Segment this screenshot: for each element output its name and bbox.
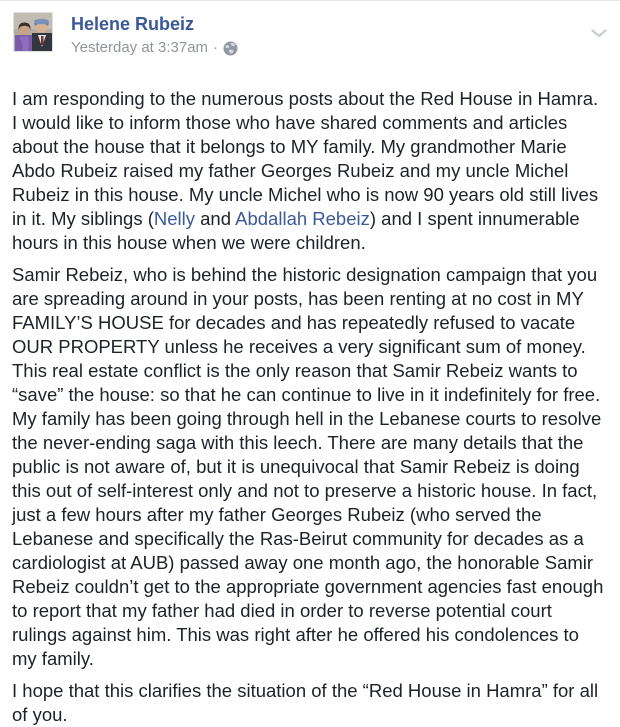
chevron-down-icon	[591, 29, 607, 38]
post-meta-row	[71, 39, 238, 56]
post-text-segment: I hope that this clarifies the situation of the “Red House in Hamra” for all of you.	[12, 680, 599, 725]
post-body	[12, 87, 608, 727]
post-paragraph	[12, 263, 608, 671]
post-text-segment: and	[195, 208, 236, 229]
post-text-segment: Samir Rebeiz, who is behind the historic designation campaign that you are spreading around in your posts, has been renting at no cost in MY FAMILY’S HOUSE for decades and has repeatedly refused to vacate OUR PROPERTY unless he receives a very significant sum of money. This real estate conflict is the only reason that Samir Rebeiz wants to “save” the house: so that he can continue to live in it indefinitely for free. My family has been going through hell in the Lebanese courts to resolve the never-ending saga with this leech. There are many details that the public is not aware of, but it is unequivocal that Samir Rebeiz is doing this out of self-interest only and not to preserve a historic house. In fact, just a few hours after my father Georges Rubeiz (who served the Lebanese and specifically the Ras-Beirut community for decades as a cardiologist at AUB) passed away one month ago, the honorable Samir Rebeiz couldn’t get to the appropriate government agencies fast enough to report that my father had died in order to reverse potential court rulings against him. This was right after he offered his condolences to my family.	[12, 264, 604, 669]
profile-link-nelly[interactable]: Nelly	[153, 208, 195, 229]
meta-separator: ·	[213, 39, 219, 56]
avatar[interactable]	[13, 12, 53, 52]
post-text-segment: I am responding to the numerous posts about the Red House in Hamra. I would like to inform those who have shared comments and articles about the house that it belongs to MY family. My grandmother Marie Abdo Rubeiz raised my father Georges Rubeiz and my uncle Michel Rubeiz in this house. My uncle Michel who is now 90 years old still lives in it. My siblings (	[12, 88, 599, 229]
profile-link-abdallah-rebeiz[interactable]: Abdallah Rebeiz	[235, 208, 370, 229]
post-header-text	[71, 12, 238, 56]
profile-photo	[14, 13, 53, 52]
post-paragraph	[12, 87, 608, 255]
post-text-segment: ) and I spent innumerable hours in this house when we were children.	[12, 208, 580, 253]
author-name-link[interactable]: Helene Rubeiz	[71, 14, 195, 34]
privacy-globe-icon	[223, 41, 238, 56]
timestamp[interactable]: Yesterday at 3:37am	[71, 39, 209, 56]
post-menu-button[interactable]	[588, 24, 610, 42]
post-header	[12, 12, 610, 56]
post-paragraph	[12, 679, 608, 727]
